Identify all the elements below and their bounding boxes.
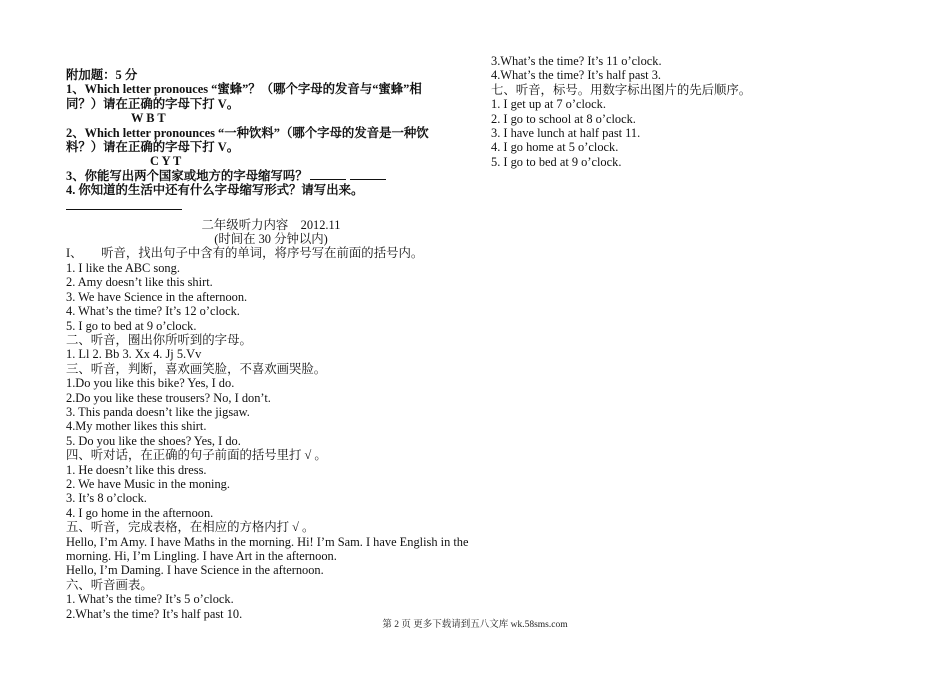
page-footer: 第 2 页 更多下载请到五八文库 wk.58sms.com <box>382 620 568 630</box>
listening-heading: 二年级听力内容 2012.11 <box>201 217 341 232</box>
section7-item: 1. I get up at 7 o’clock. <box>491 97 606 112</box>
section1-item: 2. Amy doesn’t like this shirt. <box>66 275 213 290</box>
bonus-q3 <box>66 169 476 183</box>
section1-item: 1. I like the ABC song. <box>66 260 180 275</box>
section4-item: 4. I go home in the afternoon. <box>66 505 214 520</box>
bonus-q2-line1: 2、Which letter pronounces “一种饮料”（哪个字母的发音是一种饮 <box>66 125 429 140</box>
section6-title: 六、听音画表。 <box>66 577 153 592</box>
section6-item: 2.What’s the time? It’s half past 10. <box>66 606 243 621</box>
section1-item: 4. What’s the time? It’s 12 o’clock. <box>66 304 240 319</box>
bonus-q1-options: W B T <box>131 111 166 126</box>
section1-title: I、 听音，找出句子中含有的单词，将序号写在前面的括号内。 <box>66 246 424 261</box>
bonus-q2-options: C Y T <box>150 154 182 169</box>
section4-item: 3. It’s 8 o’clock. <box>66 491 147 506</box>
section1-item: 5. I go to bed at 9 o’clock. <box>66 318 197 333</box>
bonus-q2-line2: 料？）请在正确的字母下打 V。 <box>66 140 240 155</box>
section5-paragraph-1: Hello, I’m Amy. I have Maths in the morning. Hi! I’m Sam. I have English in the morning. Hi, I’m Lingling. I have Art in the afternoon. <box>66 534 469 563</box>
section6-item: 3.What’s the time? It’s 11 o’clock. <box>491 54 662 68</box>
section6-item: 4.What’s the time? It’s half past 3. <box>491 68 661 83</box>
section3-title: 三、听音，判断，喜欢画笑脸，不喜欢画哭脸。 <box>66 361 327 376</box>
section7-title: 七、听音，标号。用数字标出图片的先后顺序。 <box>491 82 752 97</box>
section1-item: 3. We have Science in the afternoon. <box>66 289 248 304</box>
section7-item: 3. I have lunch at half past 11. <box>491 126 641 141</box>
section6-item: 1. What’s the time? It’s 5 o’clock. <box>66 592 234 607</box>
section5-title: 五、听音，完成表格，在相应的方格内打 √ 。 <box>66 520 315 535</box>
section3-item: 5. Do you like the shoes? Yes, I do. <box>66 433 241 448</box>
right-column <box>491 0 911 169</box>
answer-blank-1 <box>310 169 346 180</box>
section7-item: 2. I go to school at 8 o’clock. <box>491 111 636 126</box>
section3-item: 2.Do you like these trousers? No, I don’t. <box>66 390 271 405</box>
section4-item: 2. We have Music in the moning. <box>66 476 230 491</box>
left-column <box>66 0 476 621</box>
bonus-title: 附加题：5 分 <box>66 68 138 82</box>
listening-subheading: (时间在 30 分钟以内) <box>214 232 328 247</box>
section3-item: 3. This panda doesn’t like the jigsaw. <box>66 404 250 419</box>
bonus-q1-line1: 1、Which letter pronouces “蜜蜂”？（哪个字母的发音与“蜜蜂”相 <box>66 82 422 97</box>
section3-item: 1.Do you like this bike? Yes, I do. <box>66 376 235 391</box>
answer-underline <box>66 209 182 210</box>
section4-title: 四、听对话，在正确的句子前面的括号里打 √ 。 <box>66 448 327 463</box>
section2-title: 二、听音，圈出你所听到的字母。 <box>66 332 252 347</box>
section5-paragraph-2: Hello, I’m Daming. I have Science in the afternoon. <box>66 563 324 578</box>
bonus-q4: 4. 你知道的生活中还有什么字母缩写形式？请写出来。 <box>66 183 364 198</box>
bonus-q3-text: 3、你能写出两个国家或地方的字母缩写吗？ <box>66 168 308 183</box>
section2-item: 1. Ll 2. Bb 3. Xx 4. Jj 5.Vv <box>66 347 202 362</box>
section7-item: 5. I go to bed at 9 o’clock. <box>491 154 622 169</box>
bonus-q1-line2: 同？）请在正确的字母下打 V。 <box>66 96 240 111</box>
answer-blank-2 <box>350 169 386 180</box>
section3-item: 4.My mother likes this shirt. <box>66 419 207 434</box>
section4-item: 1. He doesn’t like this dress. <box>66 462 207 477</box>
section7-item: 4. I go home at 5 o’clock. <box>491 140 619 155</box>
